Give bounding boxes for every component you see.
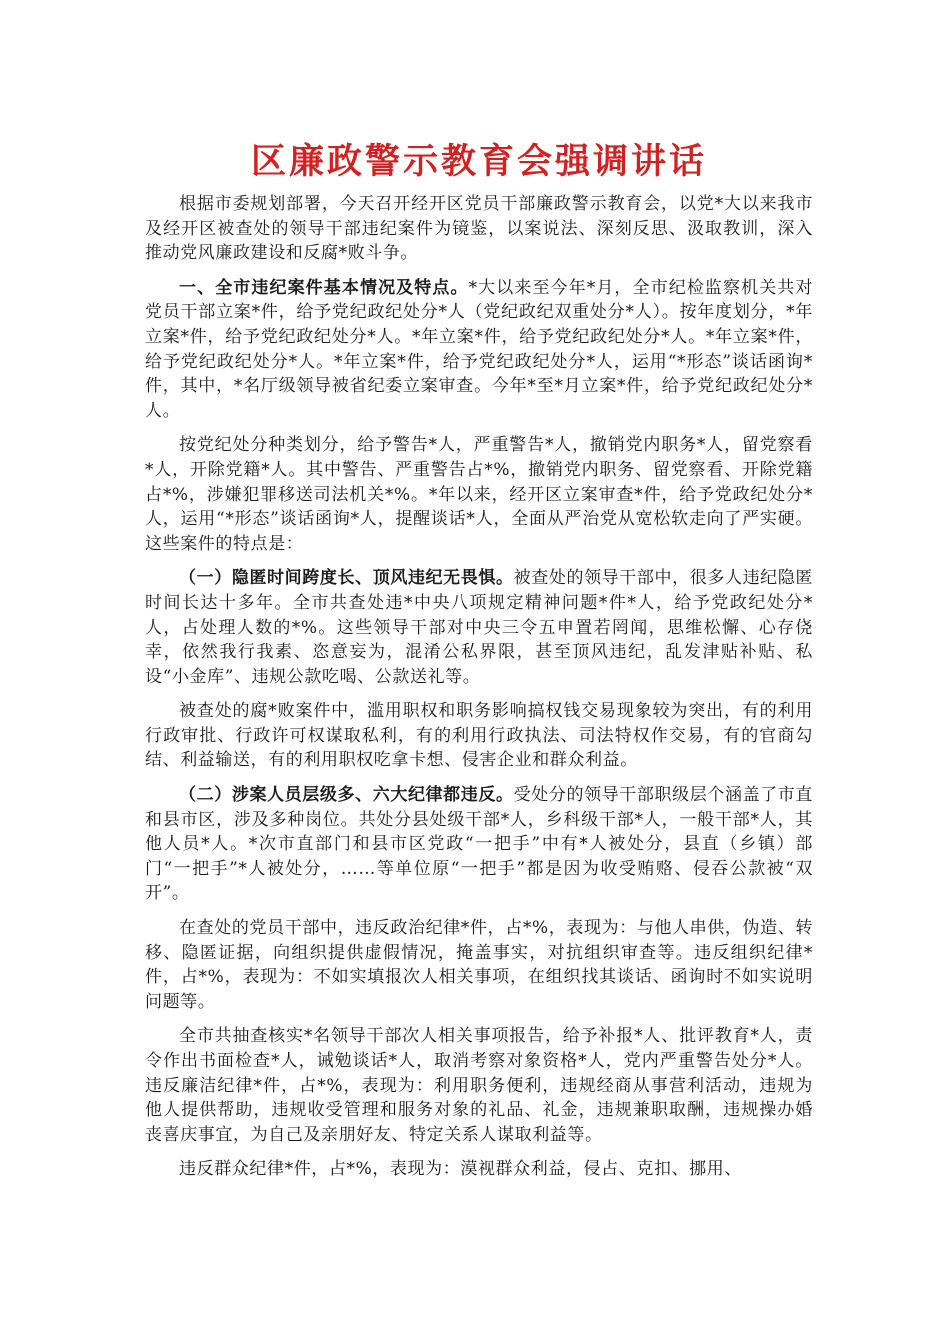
paragraph [145,276,813,424]
paragraph-text: 被查处的领导干部中，很多人违纪隐匿时间长达十多年。全市共查处违*中央八项规定精神问题*件*人，给予党政纪处分*人，占处理人数的*%。这些领导干部对中央三令五申置若罔闻，思维松懈、心存侥幸，依然我行我素、恣意妄为，混淆公私界限，甚至顶风违纪，乱发津贴补贴、私设“小金库”、违规公款吃喝、公款送礼等。 [145,568,814,687]
paragraph [145,916,813,1014]
paragraph-heading: 一、全市违纪案件基本情况及特点。 [179,277,469,298]
paragraph [145,1024,813,1147]
paragraph [145,192,813,266]
paragraph-text: 被查处的腐*败案件中，滥用职权和职务影响搞权钱交易现象较为突出，有的利用行政审批、行政许可权谋取私利，有的利用行政执法、司法特权作交易，有的官商勾结、利益输送，有的利用职权吃拿卡想、侵害企业和群众利益。 [145,701,813,771]
paragraph [145,1157,813,1182]
paragraph-heading: （一）隐匿时间跨度长、顶风违纪无畏惧。 [179,568,514,589]
paragraph [145,433,813,556]
paragraph [145,783,813,906]
paragraph [145,699,813,773]
paragraph-text: 根据市委规划部署，今天召开经开区党员干部廉政警示教育会，以党*大以来我市及经开区被查处的领导干部违纪案件为镜鉴，以案说法、深刻反思、汲取教训，深入推动党风廉政建设和反腐*败斗争。 [145,194,813,264]
document-title: 区廉政警示教育会强调讲话 [250,141,707,182]
paragraph [145,566,813,689]
paragraph-text: 按党纪处分种类划分，给予警告*人，严重警告*人，撤销党内职务*人，留党察看*人，开除党籍*人。其中警告、严重警告占*%，撤销党内职务、留党察看、开除党籍占*%，涉嫌犯罪移送司法机关*%。*年以来，经开区立案审查*件，给予党政纪处分*人，运用“*形态”谈话函询*人，提醒谈话*人，全面从严治党从宽松软走向了严实硬。这些案件的特点是： [145,435,813,554]
paragraph-heading: （二）涉案人员层级多、六大纪律都违反。 [179,785,514,806]
paragraph-text: 全市共抽查核实*名领导干部次人相关事项报告，给予补报*人、批评教育*人，责令作出书面检查*人，诫勉谈话*人，取消考察对象资格*人，党内严重警告处分*人。违反廉洁纪律*件，占*%，表现为：利用职务便利，违规经商从事营利活动，违规为他人提供帮助，违规收受管理和服务对象的礼品、礼金，违规兼职取酬，违规操办婚丧喜庆事宜，为自己及亲朋好友、特定关系人谋取利益等。 [145,1026,813,1145]
paragraph-text: 受处分的领导干部职级层个涵盖了市直和县市区，涉及多种岗位。共处分县处级干部*人，乡科级干部*人，一般干部*人，其他人员*人。*次市直部门和县市区党政“一把手”中有*人被处分，县直（乡镇）部门“一把手”*人被处分，……等单位原“一把手”都是因为收受贿赂、侵吞公款被“双开”。 [145,785,814,904]
paragraph-text: 在查处的党员干部中，违反政治纪律*件，占*%，表现为：与他人串供，伪造、转移、隐匿证据，向组织提供虚假情况，掩盖事实，对抗组织审查等。违反组织纪律*件，占*%，表现为：不如实填报次人相关事项，在组织找其谈话、函询时不如实说明问题等。 [145,918,813,1012]
paragraph-text: *大以来至今年*月，全市纪检监察机关共对党员干部立案*件，给予党纪政纪处分*人（党纪政纪双重处分*人）。按年度划分，*年立案*件，给予党纪政纪处分*人。*年立案*件，给予党纪政纪处分*人。*年立案*件，给予党纪政纪处分*人。*年立案*件，给予党纪政纪处分*人，运用“*形态”谈话函询*件，其中，*名厅级领导被省纪委立案审查。今年*至*月立案*件，给予党纪政纪处分*人。 [145,277,814,421]
paragraph-text: 违反群众纪律*件，占*%，表现为：漠视群众利益，侵占、克扣、挪用、 [179,1159,742,1180]
document-body [145,192,813,1192]
